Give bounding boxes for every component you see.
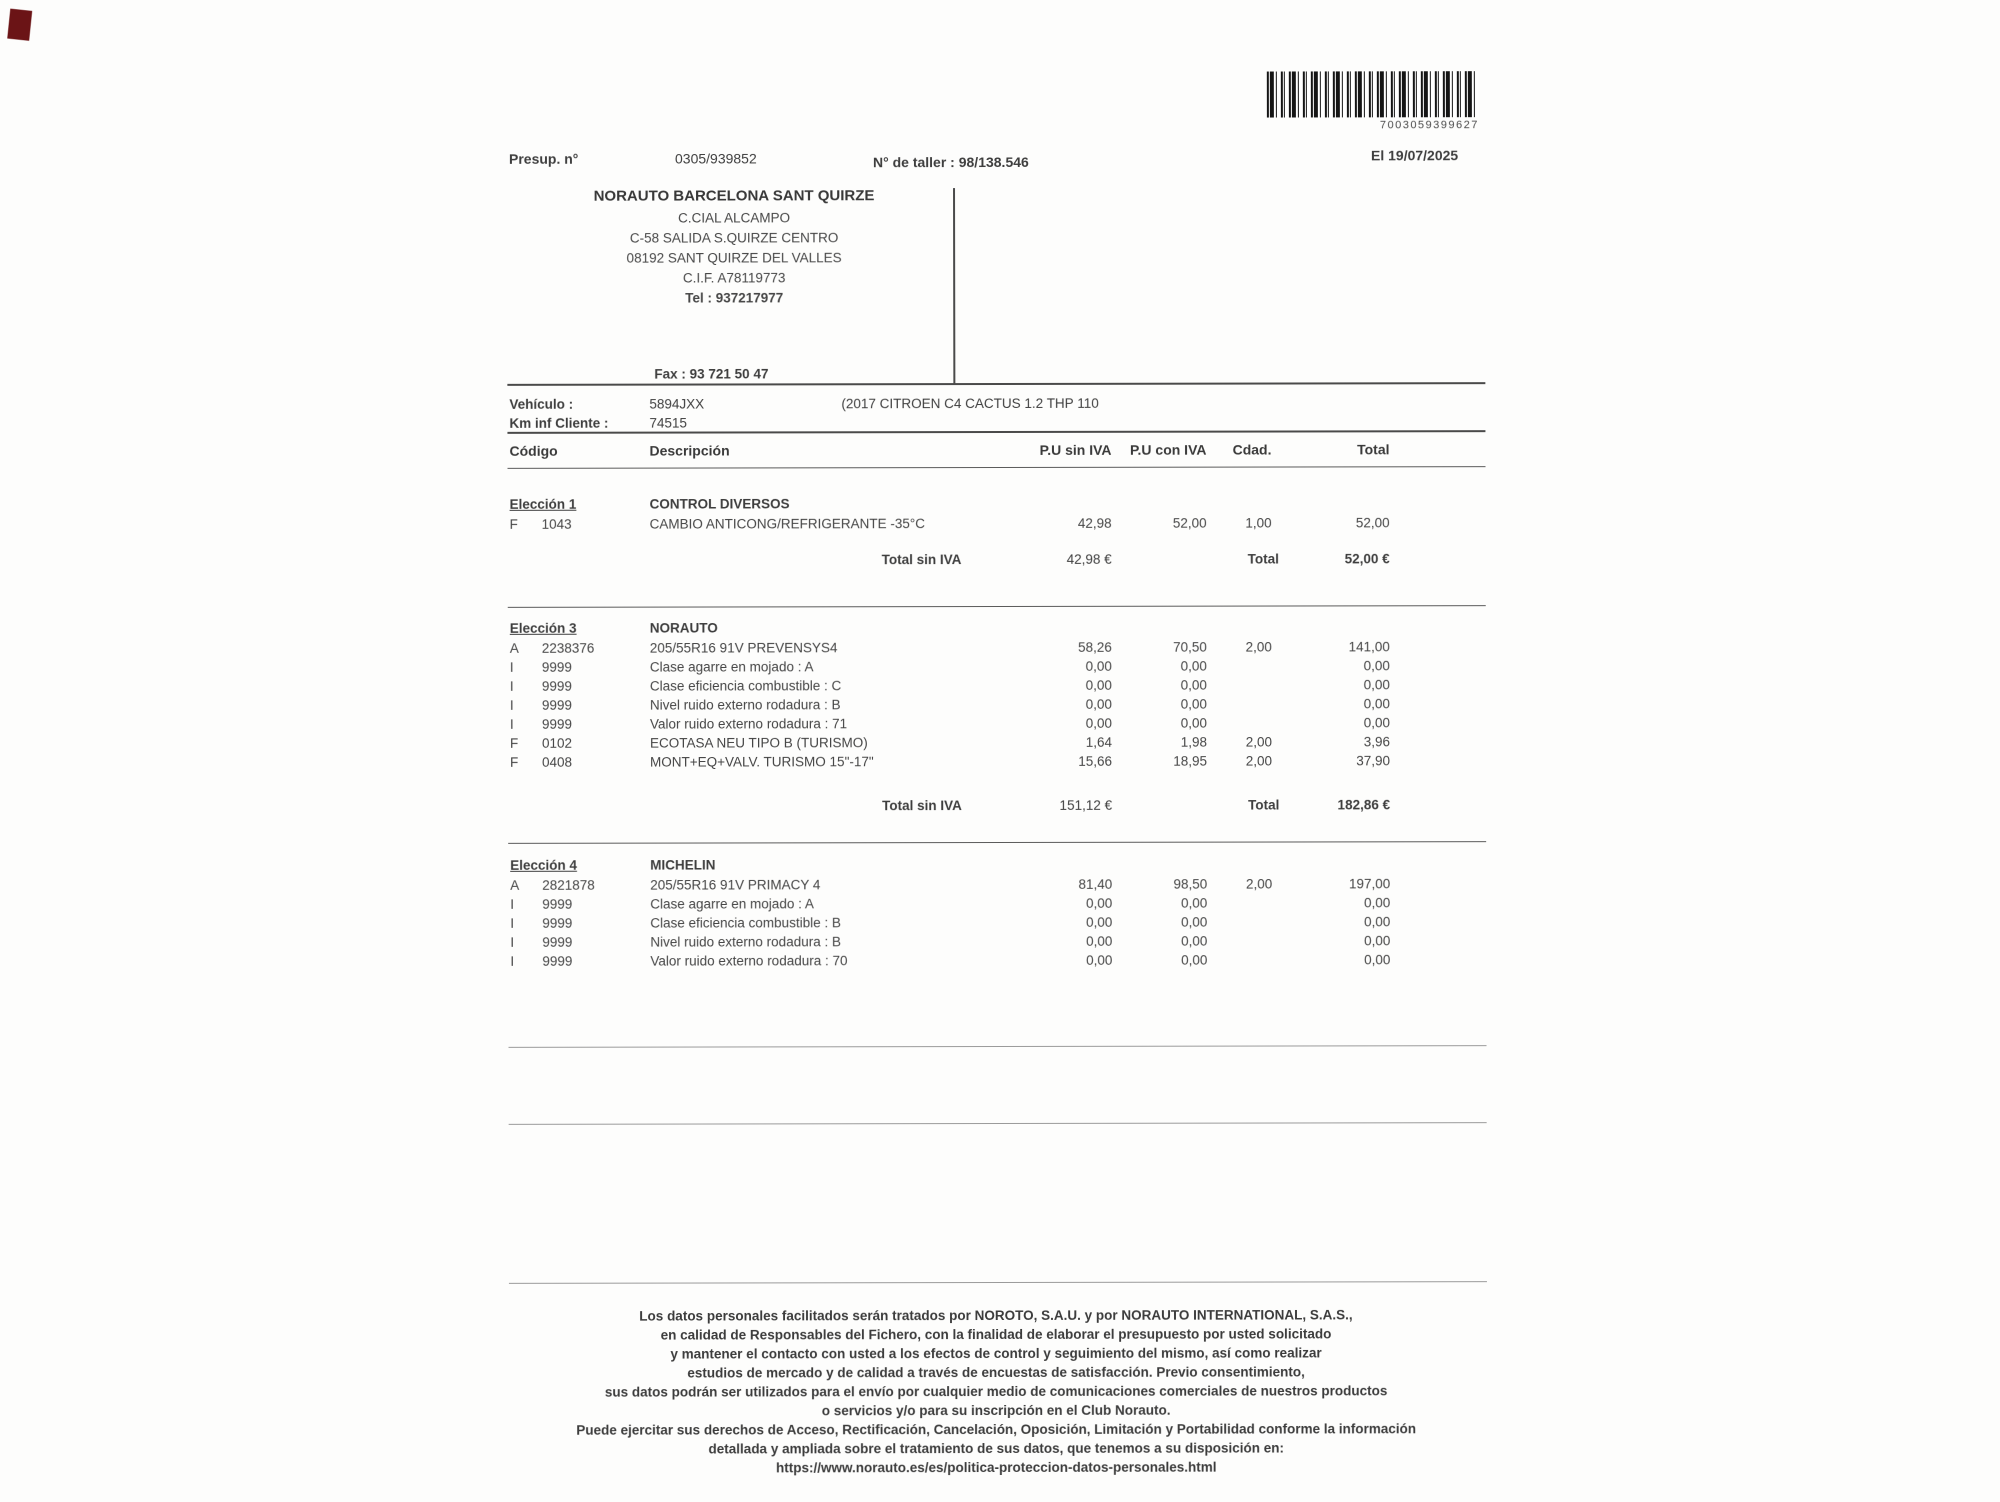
legal-footer-line: https://www.norauto.es/es/politica-proteccion-datos-personales.html: [775, 1459, 1217, 1476]
table-row: [510, 675, 1390, 696]
row-code: 9999: [542, 953, 573, 969]
row-code: 9999: [542, 915, 573, 931]
row-qty: 2,00: [1245, 639, 1272, 655]
row-price-con-iva: 0,00: [1180, 677, 1207, 693]
table-row: [510, 751, 1390, 772]
section-brand: CONTROL DIVERSOS: [649, 496, 790, 512]
row-price-sin-iva: 58,26: [1078, 639, 1112, 655]
presup-label: Presup. n°: [508, 150, 579, 167]
row-price-con-iva: 1,98: [1180, 734, 1207, 750]
row-total: 52,00: [1355, 515, 1390, 531]
row-price-con-iva: 0,00: [1180, 696, 1207, 712]
row-code: 9999: [542, 896, 573, 912]
row-price-sin-iva: 0,00: [1085, 895, 1113, 911]
row-price-sin-iva: 0,00: [1085, 677, 1112, 693]
row-code: 9999: [541, 716, 573, 732]
row-type: I: [510, 896, 515, 912]
row-code: 0102: [541, 735, 573, 751]
section-rows: [510, 637, 1390, 772]
row-description: MONT+EQ+VALV. TURISMO 15"-17": [650, 754, 874, 770]
table-row: [510, 713, 1390, 734]
row-code: 1043: [541, 516, 572, 532]
row-total: 0,00: [1363, 658, 1390, 674]
header-codigo: Código: [509, 442, 558, 459]
row-description: Valor ruido externo rodadura : 71: [649, 716, 848, 732]
row-total: 0,00: [1364, 952, 1391, 968]
section-totals: [510, 551, 1390, 572]
row-description: Clase agarre en mojado : A: [650, 896, 814, 912]
total-label: Total: [1247, 551, 1279, 567]
row-price-con-iva: 0,00: [1180, 658, 1207, 674]
section-heading: [510, 493, 1390, 514]
legal-footer-line: sus datos podrán ser utilizados para el envío por cualquier medio de comunicaciones comerciales de nuestros productos: [604, 1383, 1388, 1400]
total-value: 182,86 €: [1337, 797, 1391, 813]
table-row: [510, 893, 1390, 914]
row-total: 0,00: [1363, 895, 1391, 911]
company-block: [559, 186, 909, 309]
row-price-sin-iva: 15,66: [1078, 753, 1113, 769]
total-sin-iva-label: Total sin IVA: [881, 552, 962, 568]
divider: [508, 605, 1486, 608]
row-qty: 2,00: [1245, 753, 1273, 769]
document-date: El 19/07/2025: [1370, 147, 1459, 164]
row-qty: [1207, 676, 1272, 695]
legal-footer-line: o servicios y/o para su inscripción en el Club Norauto.: [821, 1402, 1171, 1419]
vertical-divider: [953, 188, 955, 384]
row-description: CAMBIO ANTICONG/REFRIGERANTE -35°C: [649, 516, 926, 532]
section-brand: MICHELIN: [650, 857, 716, 873]
section-rows: [510, 513, 1390, 534]
row-description: Valor ruido externo rodadura : 70: [650, 953, 848, 969]
row-total: 0,00: [1364, 933, 1391, 949]
row-type: I: [510, 953, 515, 969]
company-address-line: 08192 SANT QUIRZE DEL VALLES: [626, 250, 842, 266]
table-row: [510, 637, 1390, 658]
row-code: 9999: [541, 659, 572, 675]
header-cdad: Cdad.: [1232, 441, 1272, 458]
row-price-sin-iva: 81,40: [1078, 876, 1113, 892]
row-description: Clase eficiencia combustible : B: [650, 915, 841, 931]
row-code: 0408: [542, 754, 573, 770]
presup-number: 0305/939852: [674, 150, 757, 167]
scan-artifact: [7, 9, 32, 41]
row-price-con-iva: 0,00: [1180, 895, 1208, 911]
row-description: Nivel ruido externo rodadura : B: [649, 697, 841, 713]
company-address-line: C.CIAL ALCAMPO: [678, 210, 791, 226]
divider: [507, 382, 1485, 386]
row-qty: [1207, 951, 1272, 970]
company-name: NORAUTO BARCELONA SANT QUIRZE: [593, 187, 875, 205]
divider: [508, 466, 1486, 469]
row-type: F: [510, 754, 519, 770]
header-pu-sin-iva: P.U sin IVA: [1039, 441, 1112, 458]
row-qty: [1207, 695, 1272, 714]
row-total: 3,96: [1363, 734, 1390, 750]
legal-footer-line: Los datos personales facilitados serán tratados por NOROTO, S.A.U. y por NORAUTO INTERNATIONAL, S.A.S.,: [639, 1307, 1353, 1324]
row-qty: 2,00: [1245, 876, 1273, 892]
table-row: [510, 931, 1390, 952]
divider: [509, 1281, 1487, 1284]
row-type: I: [509, 659, 514, 675]
row-total: 197,00: [1348, 876, 1391, 892]
company-fax: Fax : 93 721 50 47: [654, 366, 769, 382]
vehicle-label: Vehículo :: [509, 396, 574, 412]
row-description: 205/55R16 91V PRIMACY 4: [650, 877, 821, 893]
row-price-sin-iva: 0,00: [1085, 658, 1112, 674]
row-description: Nivel ruido externo rodadura : B: [650, 934, 841, 950]
km-label: Km inf Cliente :: [509, 415, 609, 431]
divider: [507, 430, 1485, 434]
row-type: I: [509, 678, 514, 694]
row-price-sin-iva: 42,98: [1077, 515, 1112, 531]
row-type: I: [510, 915, 515, 931]
legal-footer-line: y mantener el contacto con usted a los efectos de control y seguimiento del mismo, así como realizar: [670, 1345, 1322, 1362]
company-address-line: Tel : 937217977: [685, 290, 784, 306]
row-description: 205/55R16 91V PREVENSYS4: [649, 640, 838, 656]
row-description: Clase agarre en mojado : A: [649, 659, 814, 675]
row-qty: [1207, 657, 1272, 676]
section-heading: [510, 617, 1390, 638]
row-price-sin-iva: 0,00: [1086, 952, 1113, 968]
table-header-row: [509, 440, 1389, 460]
divider: [508, 841, 1486, 844]
row-type: A: [509, 640, 519, 656]
total-value: 52,00 €: [1344, 551, 1390, 567]
total-sin-iva-value: 42,98 €: [1066, 551, 1112, 567]
row-price-con-iva: 0,00: [1181, 914, 1208, 930]
section-rows: [510, 874, 1390, 971]
row-price-sin-iva: 0,00: [1086, 933, 1113, 949]
row-code: 2238376: [541, 640, 595, 656]
legal-footer: [401, 1305, 1591, 1478]
row-description: ECOTASA NEU TIPO B (TURISMO): [649, 735, 868, 751]
legal-footer-line: estudios de mercado y de calidad a través de encuestas de satisfacción. Previo consentimiento,: [687, 1364, 1305, 1381]
row-price-sin-iva: 1,64: [1085, 734, 1112, 750]
table-row: [510, 694, 1390, 715]
election-label: Elección 4: [510, 857, 578, 873]
row-price-con-iva: 18,95: [1173, 753, 1208, 769]
row-type: F: [509, 735, 519, 751]
header-total: Total: [1357, 441, 1390, 458]
row-code: 2821878: [542, 877, 595, 893]
total-sin-iva-value: 151,12 €: [1059, 797, 1113, 813]
election-label: Elección 3: [509, 620, 577, 636]
row-price-con-iva: 98,50: [1173, 876, 1208, 892]
row-qty: [1207, 894, 1272, 913]
row-type: I: [510, 934, 515, 950]
company-address-line: C.I.F. A78119773: [682, 270, 786, 286]
row-total: 0,00: [1363, 715, 1390, 731]
row-qty: [1207, 913, 1272, 932]
row-price-sin-iva: 0,00: [1086, 914, 1113, 930]
header-pu-con-iva: P.U con IVA: [1129, 441, 1207, 458]
row-qty: [1207, 714, 1272, 733]
barcode-number: 7003059399627: [1379, 119, 1479, 132]
divider: [509, 1122, 1487, 1125]
row-qty: 1,00: [1245, 515, 1272, 531]
table-row: [510, 656, 1390, 677]
table-row: [510, 513, 1390, 534]
row-type: F: [509, 516, 518, 532]
section-totals: [510, 797, 1390, 818]
table-row: [510, 732, 1390, 753]
row-total: 141,00: [1348, 639, 1390, 655]
row-price-con-iva: 0,00: [1181, 952, 1208, 968]
election-label: Elección 1: [509, 496, 577, 512]
row-total: 0,00: [1364, 914, 1391, 930]
table-row: [510, 950, 1390, 971]
section-brand: NORAUTO: [649, 620, 718, 636]
total-sin-iva-label: Total sin IVA: [882, 798, 962, 814]
row-type: I: [509, 716, 514, 732]
row-price-con-iva: 0,00: [1180, 715, 1207, 731]
divider: [509, 1045, 1487, 1048]
row-price-con-iva: 52,00: [1172, 515, 1207, 531]
row-qty: [1207, 932, 1272, 951]
row-type: I: [509, 697, 514, 713]
row-type: A: [510, 877, 520, 893]
vehicle-description: (2017 CITROEN C4 CACTUS 1.2 THP 110: [841, 395, 1099, 412]
row-total: 0,00: [1363, 696, 1390, 712]
total-label: Total: [1248, 797, 1280, 813]
company-address-line: C-58 SALIDA S.QUIRZE CENTRO: [629, 230, 839, 246]
row-code: 9999: [542, 934, 573, 950]
section-heading: [510, 854, 1390, 875]
row-qty: 2,00: [1245, 734, 1272, 750]
row-description: Clase eficiencia combustible : C: [649, 678, 842, 694]
legal-footer-line: en calidad de Responsables del Fichero, con la finalidad de elaborar el presupuesto por usted solicitado: [660, 1326, 1332, 1343]
row-price-con-iva: 70,50: [1173, 639, 1207, 655]
workshop-number: N° de taller : 98/138.546: [872, 153, 1029, 171]
row-price-con-iva: 0,00: [1181, 933, 1208, 949]
barcode: [1267, 71, 1479, 117]
legal-footer-line: detallada y ampliada sobre el tratamiento de sus datos, que tenemos a su disposición en:: [708, 1440, 1284, 1457]
legal-footer-line: Puede ejercitar sus derechos de Acceso, Rectificación, Cancelación, Oposición, Limitación y Portabilidad conforme la información: [576, 1421, 1417, 1438]
table-row: [510, 874, 1390, 895]
row-code: 9999: [541, 697, 572, 713]
vehicle-plate: 5894JXX: [649, 396, 705, 412]
table-row: [510, 912, 1390, 933]
row-total: 0,00: [1363, 677, 1390, 693]
header-descripcion: Descripción: [649, 442, 730, 459]
row-price-sin-iva: 0,00: [1085, 696, 1112, 712]
row-code: 9999: [541, 678, 572, 694]
row-price-sin-iva: 0,00: [1085, 715, 1112, 731]
km-value: 74515: [649, 415, 687, 431]
row-total: 37,90: [1356, 753, 1391, 769]
